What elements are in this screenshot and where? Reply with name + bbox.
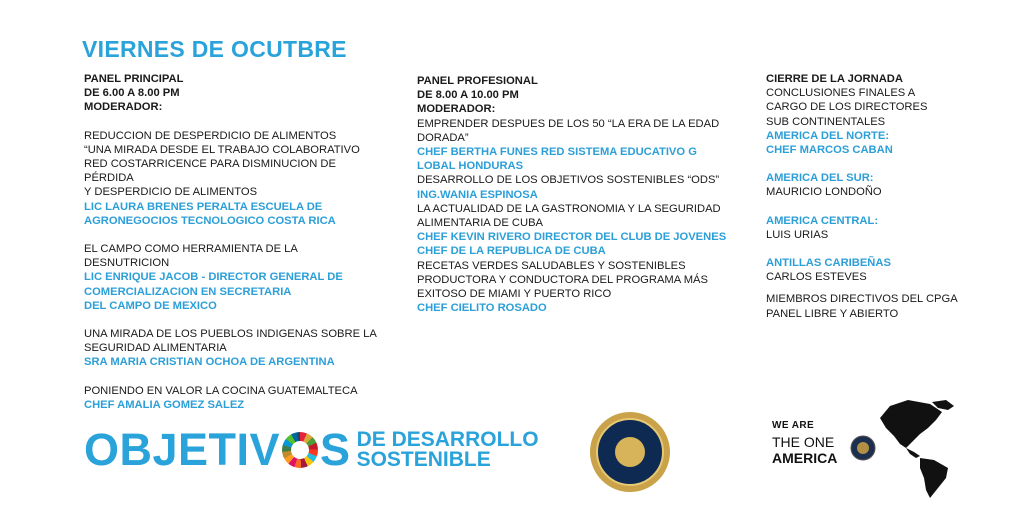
region-label: AMERICA CENTRAL: (766, 214, 879, 227)
closing-line: MIEMBROS DIRECTIVOS DEL CPGA (766, 293, 958, 306)
topic-line: PRODUCTORA Y CONDUCTORA DEL PROGRAMA MÁS (417, 273, 708, 286)
topic-line: “UNA MIRADA DESDE EL TRABAJO COLABORATIVO (84, 143, 360, 156)
the-one-text: THE ONE (772, 434, 835, 450)
speaker-line: AGRONEGOCIOS TECNOLOGICO COSTA RICA (84, 214, 336, 227)
ods-subtitle (357, 430, 539, 470)
closing-line: SUB CONTINENTALES (766, 115, 886, 128)
topic-line: DESARROLLO DE LOS OBJETIVOS SOSTENIBLES “ODS” (417, 174, 720, 187)
speaker-line: CHEF BERTHA FUNES RED SISTEMA EDUCATIVO G (417, 146, 697, 159)
panel-moderator: MODERADOR: (84, 101, 163, 114)
speaker-line: ING.WANIA ESPINOSA (417, 188, 538, 201)
panel-heading: PANEL PROFESIONAL (417, 75, 538, 87)
speaker-line: LOBAL HONDURAS (417, 160, 524, 173)
ods-word-1: OBJETIV (84, 424, 281, 475)
closing-line: CARGO DE LOS DIRECTORES (766, 101, 928, 114)
topic-line: EL CAMPO COMO HERRAMIENTA DE LA DESNUTRICION (84, 243, 298, 270)
topic-line: SEGURIDAD ALIMENTARIA (84, 342, 227, 355)
speaker-line: DEL CAMPO DE MEXICO (84, 299, 217, 312)
region-director: CHEF MARCOS CABAN (766, 144, 893, 157)
topic-line: UNA MIRADA DE LOS PUEBLOS INDIGENAS SOBRE LA (84, 328, 377, 341)
speaker-line: COMERCIALIZACION EN SECRETARIA (84, 285, 292, 298)
panel-time: DE 6.00 A 8.00 PM (84, 87, 180, 100)
ods-subtitle-line: DE DESARROLLO (356, 428, 539, 451)
ods-word-2: S (320, 424, 351, 475)
speaker-line: CHEF AMALIA GOMEZ SALEZ (84, 398, 245, 411)
region-label: ANTILLAS CARIBEÑAS (766, 257, 891, 270)
sdg-wheel-icon (282, 432, 318, 468)
speaker-line: LIC ENRIQUE JACOB - DIRECTOR GENERAL DE (84, 271, 343, 284)
page-title: VIERNES DE OCUTBRE (82, 36, 347, 62)
topic-line: Y DESPERDICIO DE ALIMENTOS (84, 186, 258, 199)
we-are-text: WE ARE (772, 420, 815, 431)
speaker-line: SRA MARIA CRISTIAN OCHOA DE ARGENTINA (84, 356, 335, 369)
panel-principal-column (84, 72, 384, 412)
region-director: CARLOS ESTEVES (766, 271, 867, 284)
closing-line: PANEL LIBRE Y ABIERTO (766, 307, 899, 320)
region-director: MAURICIO LONDOÑO (766, 186, 882, 199)
topic-line: EMPRENDER DESPUES DE LOS 50 “LA ERA DE LA EDAD (417, 117, 720, 130)
closing-heading: CIERRE DE LA JORNADA (766, 73, 903, 85)
topic-line: PONIENDO EN VALOR LA COCINA GUATEMALTECA (84, 384, 358, 397)
topic-line: RED COSTARRICENCE PARA DISMINUCION DE PÉRDIDA (84, 158, 336, 185)
topic-line: DORADA” (417, 131, 469, 144)
topic-line: LA ACTUALIDAD DE LA GASTRONOMIA Y LA SEGURIDAD (417, 202, 721, 215)
americas-map-icon (850, 398, 972, 502)
region-director: LUIS URIAS (766, 228, 829, 241)
speaker-line: LIC LAURA BRENES PERALTA ESCUELA DE (84, 200, 323, 213)
organization-seal-icon (590, 412, 670, 492)
cierre-column (766, 72, 966, 321)
ods-logo (84, 426, 539, 474)
panel-moderator: MODERADOR: (417, 103, 496, 116)
ods-subtitle-line: SOSTENIBLE (356, 448, 491, 471)
topic-line: REDUCCION DE DESPERDICIO DE ALIMENTOS (84, 129, 337, 142)
we-are-the-one-america-logo (772, 420, 837, 466)
closing-line: CONCLUSIONES FINALES A (766, 87, 916, 100)
region-label: AMERICA DEL NORTE: (766, 129, 890, 142)
panel-profesional-column (417, 74, 727, 315)
topic-line: ALIMENTARIA DE CUBA (417, 217, 543, 230)
speaker-line: CHEF KEVIN RIVERO DIRECTOR DEL CLUB DE JOVENES (417, 231, 727, 244)
topic-line: EXITOSO DE MIAMI Y PUERTO RICO (417, 288, 612, 301)
region-label: AMERICA DEL SUR: (766, 172, 874, 185)
speaker-line: CHEF DE LA REPUBLICA DE CUBA (417, 245, 606, 258)
panel-time: DE 8.00 A 10.00 PM (417, 89, 519, 102)
panel-heading: PANEL PRINCIPAL (84, 73, 184, 85)
speaker-line: CHEF CIELITO ROSADO (417, 302, 547, 315)
topic-line: RECETAS VERDES SALUDABLES Y SOSTENIBLES (417, 259, 686, 272)
america-text: AMERICA (772, 450, 838, 466)
